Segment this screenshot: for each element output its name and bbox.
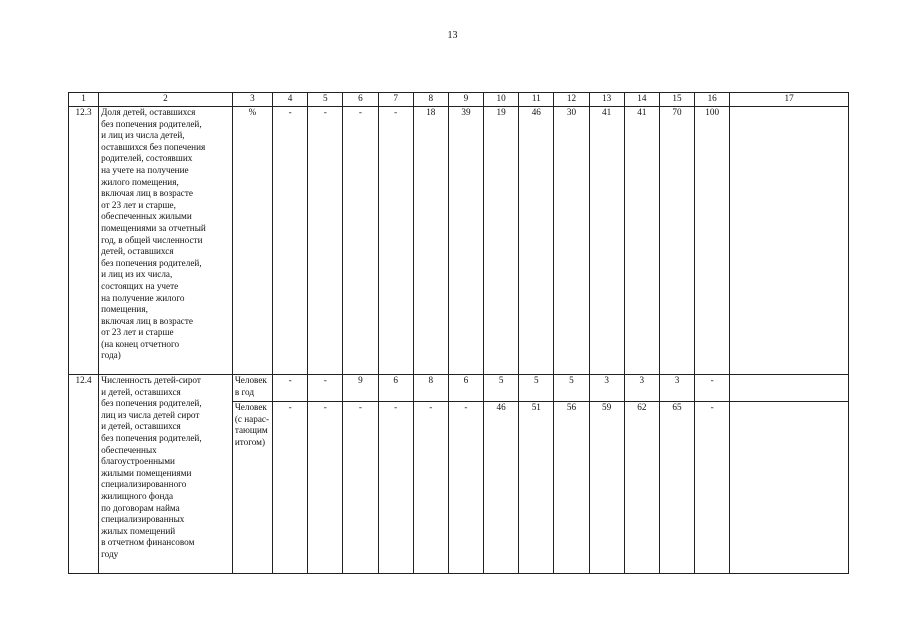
value-cell: 19 <box>484 107 519 375</box>
value-cell: 18 <box>413 107 448 375</box>
note-cell <box>730 375 849 402</box>
value-cell: 30 <box>554 107 589 375</box>
table-row <box>69 107 849 375</box>
note-cell <box>730 107 849 375</box>
header-cell: 17 <box>730 93 849 107</box>
header-cell: 4 <box>273 93 308 107</box>
header-cell: 13 <box>589 93 624 107</box>
header-cell: 7 <box>378 93 413 107</box>
value-cell: - <box>308 107 343 375</box>
value-cell: 46 <box>484 402 519 574</box>
value-cell: - <box>378 402 413 574</box>
value-cell: - <box>378 107 413 375</box>
header-cell: 6 <box>343 93 378 107</box>
header-cell: 12 <box>554 93 589 107</box>
value-cell: - <box>273 402 308 574</box>
header-cell: 8 <box>413 93 448 107</box>
value-cell: 3 <box>624 375 659 402</box>
page-number: 13 <box>447 30 458 41</box>
data-table <box>68 92 849 574</box>
table-body <box>69 107 849 574</box>
value-cell: 62 <box>624 402 659 574</box>
unit-cell: Человек в год <box>232 375 272 402</box>
header-cell: 14 <box>624 93 659 107</box>
value-cell: 5 <box>554 375 589 402</box>
table-row <box>69 375 849 402</box>
header-cell: 2 <box>99 93 233 107</box>
value-cell: 100 <box>695 107 730 375</box>
value-cell: - <box>695 375 730 402</box>
value-cell: 8 <box>413 375 448 402</box>
value-cell: 46 <box>519 107 554 375</box>
value-cell: - <box>695 402 730 574</box>
value-cell: - <box>413 402 448 574</box>
value-cell: 6 <box>378 375 413 402</box>
value-cell: - <box>343 402 378 574</box>
row-number: 12.3 <box>69 107 99 375</box>
row-number: 12.4 <box>69 375 99 574</box>
value-cell: 65 <box>659 402 694 574</box>
note-cell <box>730 402 849 574</box>
indicator-name: Численность детей-сирот и детей, оставшихся без попечения родителей, лиц из числа детей сирот и детей, оставшихся без попечения родителей, обеспеченных благоустроенными жилыми помещениями специализированного жилищного фонда по договорам найма специализированных жилых помещений в отчетном финансовом году <box>99 375 233 574</box>
value-cell: 56 <box>554 402 589 574</box>
table-header-row <box>69 93 849 107</box>
header-cell: 1 <box>69 93 99 107</box>
value-cell: 5 <box>519 375 554 402</box>
header-cell: 10 <box>484 93 519 107</box>
header-cell: 15 <box>659 93 694 107</box>
value-cell: - <box>273 107 308 375</box>
value-cell: - <box>343 107 378 375</box>
header-cell: 5 <box>308 93 343 107</box>
header-cell: 3 <box>232 93 272 107</box>
value-cell: 3 <box>659 375 694 402</box>
header-cell: 9 <box>448 93 483 107</box>
indicator-name: Доля детей, оставшихся без попечения родителей, и лиц из числа детей, оставшихся без попечения родителей, состоявших на учете на получение жилого помещения, включая лиц в возрасте от 23 лет и старше, обеспеченных жилыми помещениями за отчетный год, в общей численности детей, оставшихся без попечения родителей, и лиц из их числа, состоящих на учете на получение жилого помещения, включая лиц в возрасте от 23 лет и старше (на конец отчетного года) <box>99 107 233 375</box>
value-cell: - <box>448 402 483 574</box>
value-cell: - <box>273 375 308 402</box>
header-cell: 16 <box>695 93 730 107</box>
value-cell: 41 <box>624 107 659 375</box>
value-cell: 9 <box>343 375 378 402</box>
value-cell: 3 <box>589 375 624 402</box>
value-cell: 59 <box>589 402 624 574</box>
value-cell: - <box>308 375 343 402</box>
unit-cell: Человек (с нарас- тающим итогом) <box>232 402 272 574</box>
header-cell: 11 <box>519 93 554 107</box>
value-cell: 5 <box>484 375 519 402</box>
value-cell: 51 <box>519 402 554 574</box>
value-cell: 70 <box>659 107 694 375</box>
unit-cell: % <box>232 107 272 375</box>
value-cell: 39 <box>448 107 483 375</box>
value-cell: 6 <box>448 375 483 402</box>
value-cell: 41 <box>589 107 624 375</box>
value-cell: - <box>308 402 343 574</box>
